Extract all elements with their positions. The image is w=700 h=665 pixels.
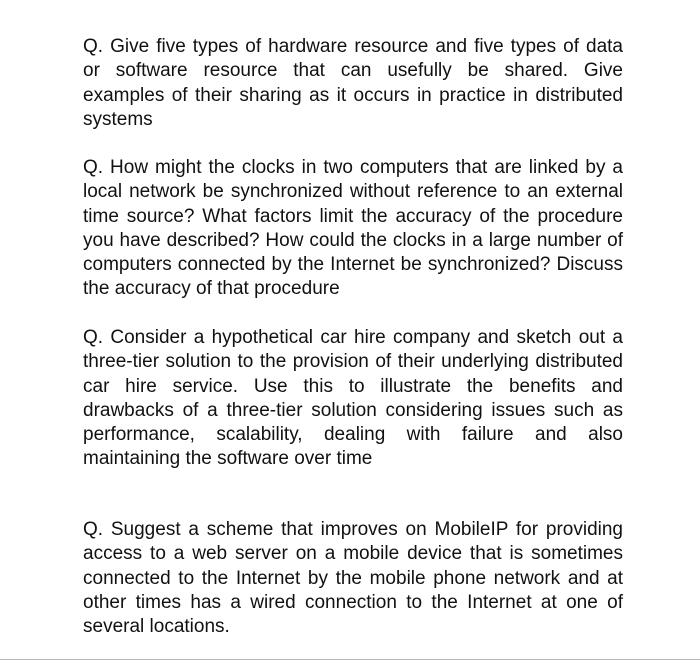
bottom-divider (0, 659, 700, 660)
question-3: Q. Consider a hypothetical car hire company and sketch out a three-tier solution to the provision of their underlying distributed car hire service. Use this to illustrate the benefits and drawbacks of a three-tier solution considering issues such as performance, scalability, dealing with failure and also maintaining the software over time (83, 327, 623, 470)
question-2: Q. How might the clocks in two computers that are linked by a local network be synchronized without reference to an external time source? What factors limit the accuracy of the procedure you have described? How could the clocks in a large number of computers connected by the Internet be synchronized? Discuss the accuracy of that procedure (83, 157, 623, 300)
question-1: Q. Give five types of hardware resource and five types of data or software resource that can usefully be shared. Give examples of their sharing as it occurs in practice in distributed systems (83, 36, 623, 130)
question-4: Q. Suggest a scheme that improves on MobileIP for providing access to a web server on a mobile device that is sometimes connected to the Internet by the mobile phone network and at other times has a wired connection to the Internet at one of several locations. (83, 519, 623, 638)
